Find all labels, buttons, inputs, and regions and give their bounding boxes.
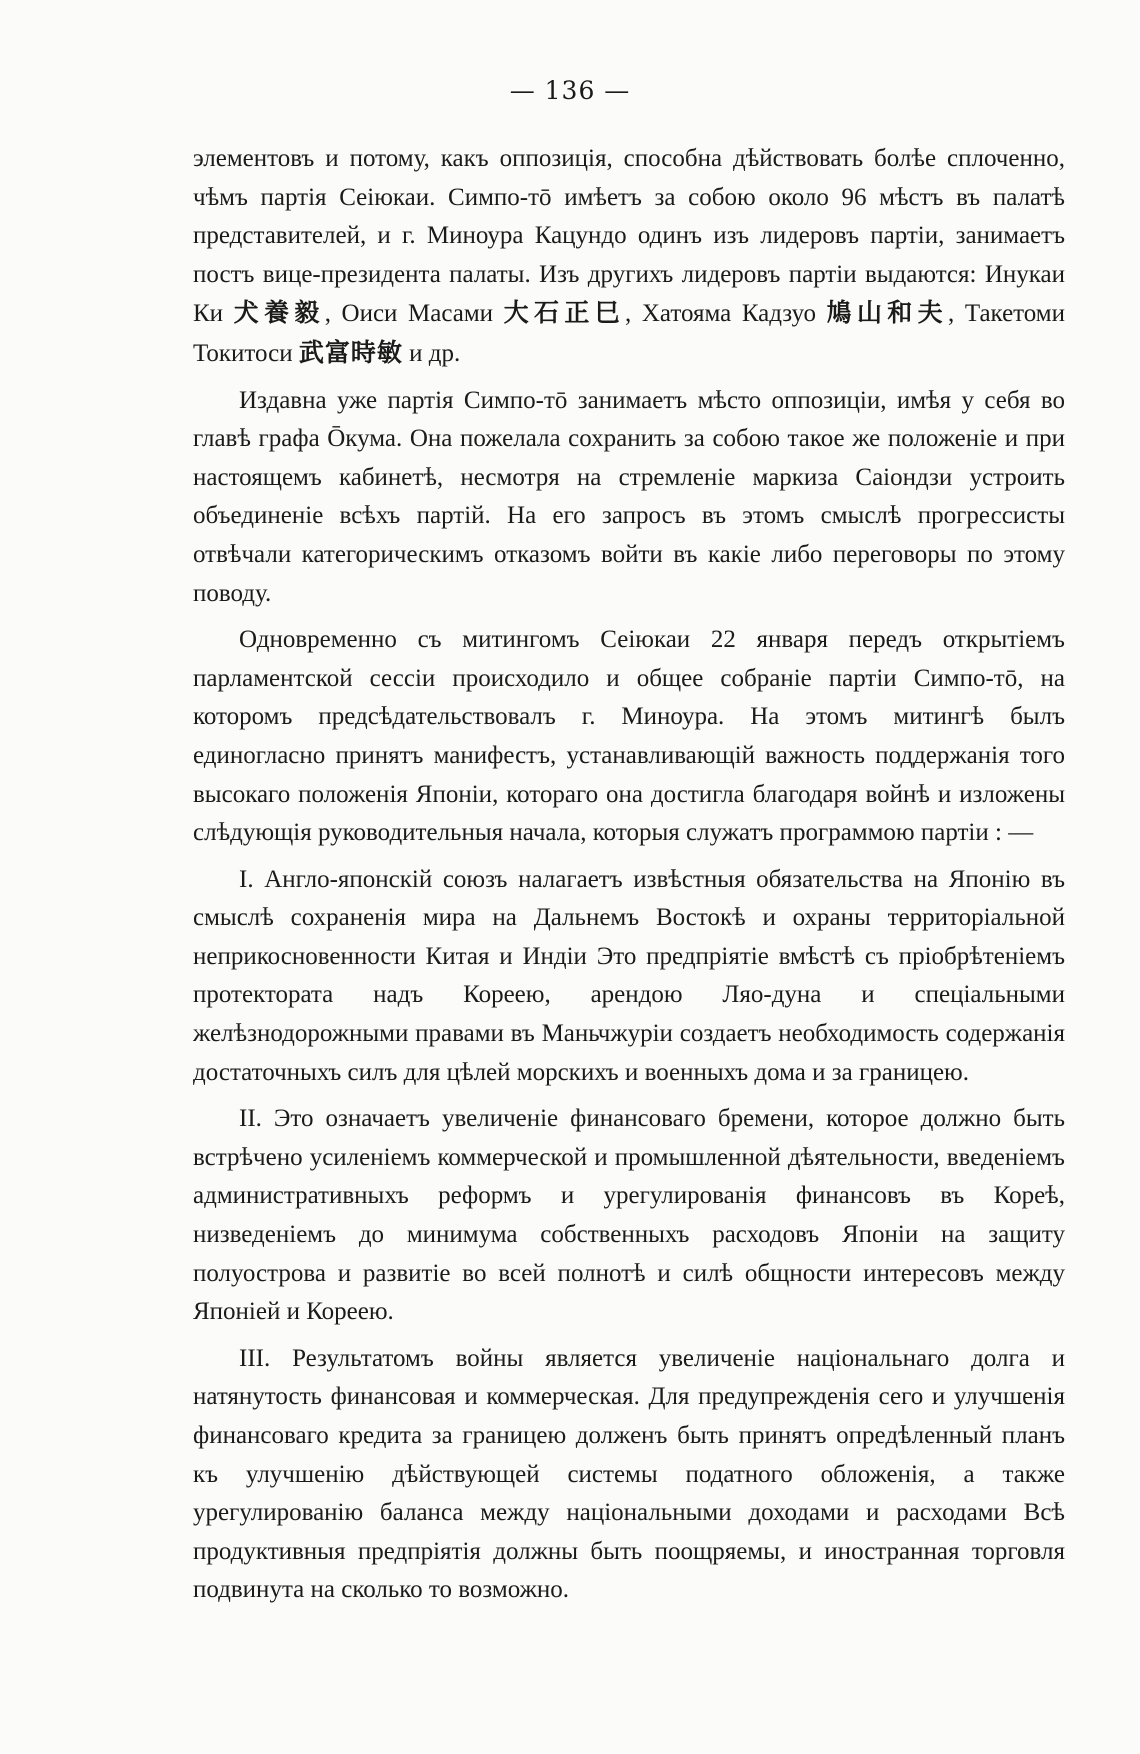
paragraph-2 [193, 382, 1065, 614]
p1-line-4: постъ вице-президента палаты. Изъ другихъ лидеровъ партіи выдаются: [193, 260, 977, 288]
paragraph-3 [193, 621, 1065, 853]
p1-tail: и др. [409, 339, 461, 367]
point-1 [193, 861, 1065, 1093]
point-3-numeral: III. [239, 1344, 271, 1372]
point-3 [193, 1340, 1065, 1610]
kanji-inukai: 犬養毅 [233, 298, 325, 328]
person-name-taketomi: Такетоми Токитоси [193, 300, 1065, 367]
body-text [193, 140, 1065, 1618]
person-name-oisi: Оиси Масами [341, 300, 494, 328]
point-1-numeral: I. [239, 865, 254, 893]
page-number: — 136 — [509, 76, 631, 105]
p1-line-2: чѣмъ партія Сеіюкаи. Симпо-тō имѣетъ за собою около 96 мѣстъ въ палатѣ [193, 183, 1065, 211]
p1-line-3: представителей, и г. Миноура Кацундо одинъ изъ лидеровъ партіи, занимаетъ [193, 222, 1065, 250]
point-2-numeral: II. [239, 1105, 262, 1133]
paragraph-1: элементовъ и потому, какъ оппозиція, способна дѣйствовать болѣе сплоченно, чѣмъ партія Сеіюкаи. Симпо-тō имѣетъ за собою около 96 мѣстъ въ палатѣ представителей, и г. Миноура Кацундо одинъ изъ лидеровъ партіи, занимаетъ постъ вице-президента палаты. Изъ другихъ лидеровъ партіи выдаются: Инукаи Ки 犬養毅, Оиси Масами 大石正巳, Хатояма Кадзуо 鳩山和夫, Такетоми Токитоси 武富時敏 и др. [193, 145, 1065, 367]
p3-text: Одновременно съ митингомъ Сеіюкаи 22 января передъ открытіемъ парламентской сессіи происходило и общее собраніе партіи Симпо-тō, на которомъ предсѣдательствовалъ г. Миноура. На этомъ митингѣ былъ единогласно принятъ манифестъ, устанавливающій важность поддержанія того высокаго положенія Японіи, котораго она достигла благодаря войнѣ и изложены слѣдующія руководительныя начала, которыя служатъ программою партіи : — [193, 626, 1065, 847]
kanji-oisi: 大石正巳 [503, 298, 626, 328]
person-name-inukai: Инукаи Ки [193, 260, 1065, 328]
kanji-taketomi: 武富時敏 [298, 337, 403, 367]
person-name-hatoyama: Хатояма Кадзуо [641, 300, 817, 328]
kanji-hatoyama: 鳩山和夫 [826, 298, 948, 328]
p2-text: Издавна уже партія Симпо-тō занимаетъ мѣсто оппозиціи, имѣя у себя во главѣ графа Ōкума. Она пожелала сохранить за собою такое же положеніе и при настоящемъ кабинетѣ, несмотря на стремленіе маркиза Саіондзи устроить объединеніе всѣхъ партій. На его запросъ въ этомъ смыслѣ прогрессисты отвѣчали категорическимъ отказомъ войти въ какіе либо переговоры по этому поводу. [193, 386, 1065, 607]
p1-line-1: элементовъ и потому, какъ оппозиція, способна дѣйствовать болѣе сплоченно, [193, 145, 1065, 172]
point-3-text: Результатомъ войны является увеличеніе національнаго долга и натянутость финансовая и коммерческая. Для предупрежденія сего и улучшенія финансоваго кредита за границею долженъ быть принятъ опредѣленный планъ къ улучшенію дѣйствующей системы податного обложенія, а также урегулированію баланса между національными доходами и расходами Всѣ продуктивныя предпріятія должны быть поощряемы, и иностранная торговля подвинута на сколько то возможно. [193, 1344, 1066, 1604]
point-1-text: Англо-японскій союзъ налагаетъ извѣстныя обязательства на Японію въ смыслѣ сохраненія мира на Дальнемъ Востокѣ и охраны территоріальной неприкосновенности Китая и Индіи Это предпріятіе вмѣстѣ съ пріобрѣтеніемъ протектората надъ Кореею, арендою Ляо-дуна и спеціальными желѣзнодорожными правами въ Маньчжуріи создаетъ необходимость содержанія достаточныхъ силъ для цѣлей морскихъ и военныхъ дома и за границею. [193, 865, 1066, 1086]
point-2-text: Это означаетъ увеличеніе финансоваго бремени, которое должно быть встрѣчено усиленіемъ коммерческой и промышленной дѣятельности, введеніемъ административныхъ реформъ и урегулированія финансовъ въ Кореѣ, низведеніемъ до минимума собственныхъ расходовъ Японіи на защиту полуострова и развитіе во всей полнотѣ и силѣ общности интересовъ между Японіей и Кореею. [193, 1105, 1065, 1326]
point-2 [193, 1100, 1065, 1332]
